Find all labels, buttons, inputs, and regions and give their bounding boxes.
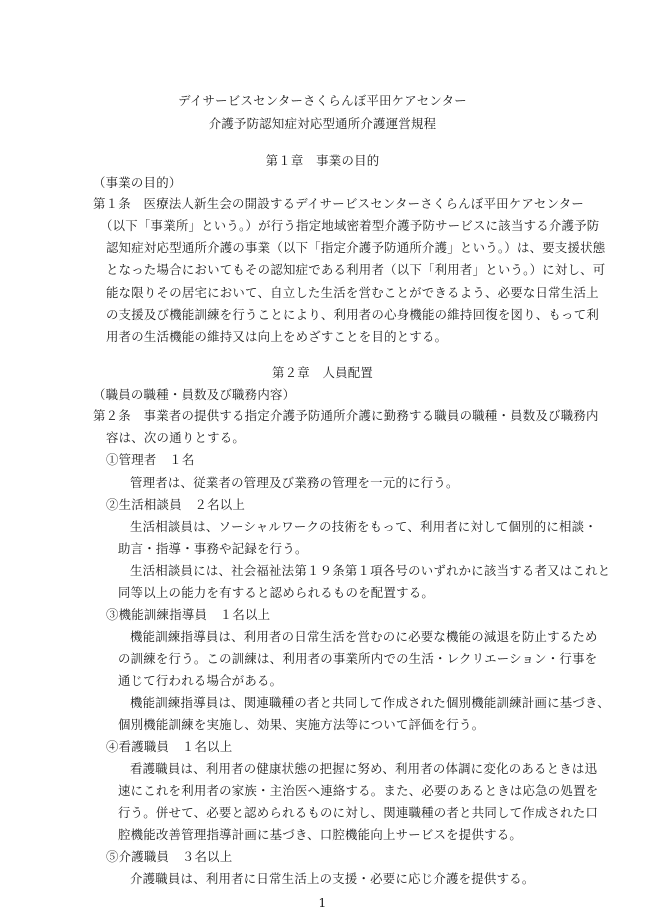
item2-body-line1: 生活相談員は、ソーシャルワークの技術をもって、利用者に対して個別的に相談・ — [130, 519, 597, 534]
article1-line3: 認知症対応型通所介護の事業（以下「指定介護予防通所介護」という。）は、要支援状態 — [106, 240, 606, 255]
article1-line7: 用者の生活機能の維持又は向上をめざすことを目的とする。 — [106, 329, 448, 344]
item4-body-line2: 速にこれを利用者の家族・主治医へ連絡する。また、必要のあるときは応急の処置を — [118, 783, 599, 798]
item1-heading: ①管理者 １名 — [106, 452, 195, 467]
item3-body-line3: 通じて行われる場合がある。 — [118, 673, 283, 688]
article1-line4: となった場合においてもその認知症である利用者（以下「利用者」という。）に対し、可 — [106, 262, 606, 277]
item2-body-line4: 同等以上の能力を有すると認められるものを配置する。 — [118, 585, 435, 600]
item3-heading: ③機能訓練指導員 １名以上 — [106, 607, 271, 622]
item3-body-line5: 個別機能訓練を実施し、効果、実施方法等について評価を行う。 — [118, 717, 485, 732]
item3-body-line2: の訓練を行う。この訓練は、利用者の事業所内での生活・レクリエーション・行事を — [118, 651, 598, 666]
item2-heading: ②生活相談員 ２名以上 — [106, 497, 246, 512]
item3-body-line1: 機能訓練指導員は、利用者の日常生活を営むのに必要な機能の減退を防止するため — [130, 629, 598, 644]
document-title-line1: デイサービスセンターさくらんぼ平田ケアセンター — [178, 93, 467, 108]
article2-line2: 容は、次の通りとする。 — [106, 430, 246, 445]
item2-body-line3: 生活相談員には、社会福祉法第１９条第１項各号のいずれかに該当する者又はこれと — [130, 563, 611, 578]
chapter2-heading: 第２章 人員配置 — [271, 365, 374, 380]
item3-body-line4: 機能訓練指導員は、関連職種の者と共同して作成された個別機能訓練計画に基づき、 — [130, 695, 610, 710]
article1-line5: 能な限りその居宅において、自立した生活を営むことができるよう、必要な日常生活上 — [106, 285, 599, 300]
item5-body-line1: 介護職員は、利用者に日常生活上の支援・必要に応じ介護を提供する。 — [130, 871, 535, 886]
item1-body-line1: 管理者は、従業者の管理及び業務の管理を一元的に行う。 — [130, 475, 459, 490]
article2-line1: 第２条 事業者の提供する指定介護予防通所介護に勤務する職員の職種・員数及び職務内 — [93, 408, 599, 423]
chapter1-heading: 第１章 事業の目的 — [265, 153, 380, 168]
document-title-line2: 介護予防認知症対応型通所介護運営規程 — [208, 116, 437, 131]
page-number: 1 — [318, 895, 327, 910]
item2-body-line2: 助言・指導・事務や記録を行う。 — [118, 541, 308, 556]
chapter2-section-label: （職員の職種・員数及び職務内容） — [93, 387, 296, 402]
item4-heading: ④看護職員 １名以上 — [106, 739, 233, 754]
article1-line6: の支援及び機能訓練を行うことにより、利用者の心身機能の維持回復を図り、もって利 — [106, 307, 599, 322]
article1-line2: （以下「事業所」という。）が行う指定地域密着型介護予防サービスに該当する介護予防 — [100, 218, 600, 233]
chapter1-section-label: （事業の目的） — [93, 175, 182, 190]
article1-line1: 第１条 医療法人新生会の開設するデイサービスセンターさくらんぼ平田ケアセンター — [93, 196, 584, 211]
item4-body-line1: 看護職員は、利用者の健康状態の把握に努め、利用者の体調に変化のあるときは迅 — [130, 761, 598, 776]
item5-heading: ⑤介護職員 ３名以上 — [106, 849, 233, 864]
item4-body-line4: 腔機能改善管理指導計画に基づき、口腔機能向上サービスを提供する。 — [118, 827, 523, 842]
item4-body-line3: 行う。併せて、必要と認められるものに対し、関連職種の者と共同して作成された口 — [118, 805, 599, 820]
